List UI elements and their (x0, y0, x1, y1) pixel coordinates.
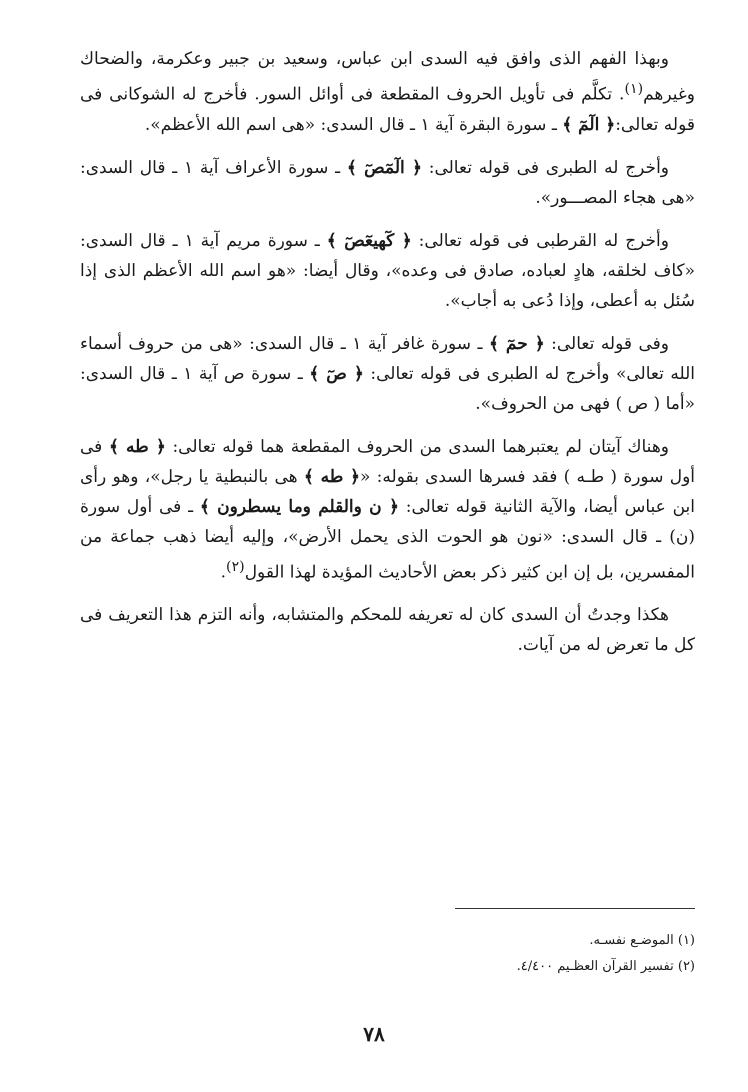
text-segment: وأخرج له الطبرى فى قوله تعالى: (421, 157, 669, 178)
paragraph (80, 600, 695, 660)
text-segment: ـ سورة البقرة آية ١ ـ قال السدى: «هى اسم الله الأعظم». (144, 114, 563, 135)
quran-verse: ﴿ الٓمٓصٓ ﴾ (346, 157, 422, 178)
paragraph (80, 44, 695, 140)
footnote-marker: (١) (624, 81, 644, 97)
text-segment: هى بالنبطية يا رجل»، وهو رأى ابن عباس أيضا، والآية الثانية قوله تعالى: (80, 466, 695, 517)
paragraph (80, 153, 695, 213)
quran-verse: ﴿ طه ﴾ (303, 466, 360, 487)
text-segment: فى أول سورة ( طـه ) فقد فسرها السدى بقوله: « (80, 436, 696, 487)
text-segment: هكذا وجدتُ أن السدى كان له تعريفه للمحكم والمتشابه، وأنه التزم هذا التعريف فى كل ما تعرض له من آيات. (80, 605, 695, 656)
text-segment: . (220, 562, 227, 583)
footnote: (١) الموضـع نفسـه. (589, 933, 695, 948)
paragraph (80, 329, 695, 419)
text-segment: وفى قوله تعالى: (544, 333, 669, 354)
quran-verse: ﴿ كٓهيعٓصٓ ﴾ (326, 230, 412, 251)
text-segment: . تكلَّم فى تأويل الحروف المقطعة فى أوائل السور. فأخرج له الشوكانى فى قوله تعالى: (80, 84, 695, 135)
quran-verse: ﴿ طه ﴾ (108, 436, 166, 457)
footnote-marker: (٢) (226, 558, 245, 575)
text-segment: وهناك آيتان لم يعتبرهما السدى من الحروف المقطعة هما قوله تعالى: (165, 436, 669, 457)
quran-verse: ﴿ صٓ ﴾ (309, 363, 364, 384)
main-text (80, 44, 695, 673)
quran-verse: ﴿ حمٓ ﴾ (488, 333, 545, 354)
footnote-separator (455, 908, 695, 909)
text-segment: ـ سورة مريم آية ١ ـ قال السدى: «كاف لخلقه، هادٍ لعباده، صادق فى وعده»، وقال أيضا: «هو اسم الله الأعظم الذى إذا سُئل به أعطى، وإذا دُعى به أجاب». (80, 230, 695, 311)
paragraph (80, 432, 695, 588)
text-segment: وأخرج له القرطبى فى قوله تعالى: (411, 230, 669, 251)
page-number: ٧٨ (363, 1022, 385, 1046)
paragraph (80, 226, 695, 316)
quran-verse: ﴿ الٓمٓ ﴾ (562, 114, 616, 135)
text-segment: ـ سورة ص آية ١ ـ قال السدى: «أما ( ص ) فهى من الحروف». (80, 363, 695, 414)
footnote: (٢) تفسير القرآن العظـيم ٤/٤٠٠. (516, 959, 695, 974)
text-segment: ـ سورة غافر آية ١ ـ قال السدى: «هى من حروف أسماء الله تعالى» وأخرج له الطبرى فى قوله تعالى: (80, 333, 696, 384)
text-segment: ـ فى أول سورة (ن) ـ قال السدى: «نون هو الحوت الذى يحمل الأرض»، وإليه أيضا ذهب جماعة من المفسرين، بل إن ابن كثير ذكر بعض الأحاديث المؤيدة لهذا القول (80, 496, 695, 583)
quran-verse: ﴿ ن والقلم وما يسطرون ﴾ (199, 496, 399, 517)
footnotes (380, 928, 695, 980)
text-segment: ـ سورة الأعراف آية ١ ـ قال السدى: «هى هجاء المصـــور». (80, 157, 695, 208)
text-segment: وبهذا الفهم الذى وافق فيه السدى ابن عباس، وسعيد بن جبير وعكرمة، والضحاك وغيرهم (80, 49, 695, 105)
